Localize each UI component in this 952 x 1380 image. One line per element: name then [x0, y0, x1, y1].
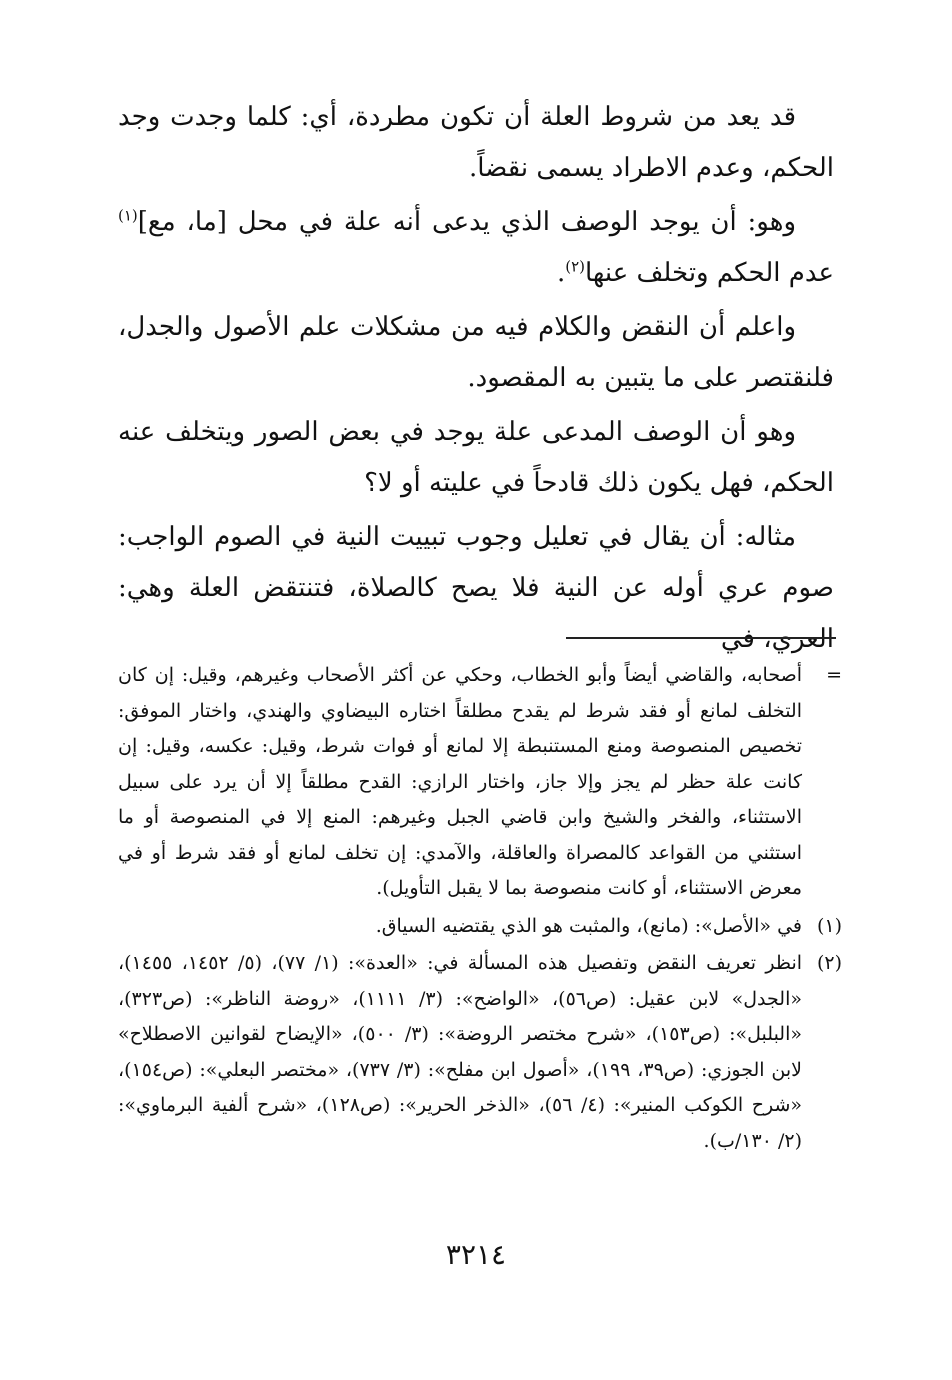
footnote-ref-2[interactable]: (٢): [565, 257, 585, 276]
footnote-1-text: في «الأصل»: (مانع)، والمثبت هو الذي يقتضيه السياق.: [375, 914, 802, 937]
paragraph-4: وهو أن الوصف المدعى علة يوجد في بعض الصور ويتخلف عنه الحكم، فهل يكون ذلك قادحاً في عليته أو لا؟: [118, 417, 834, 498]
paragraph-5: مثاله: أن يقال في تعليل وجوب تبييت النية في الصوم الواجب: صوم عري أوله عن النية فلا يصح كالصلاة، فتنتقض العلة وهي: العري، في: [118, 522, 834, 654]
footnote-2-mark: (٢): [816, 952, 842, 974]
paragraph-2-text-b: عدم الحكم وتخلف عنها: [584, 258, 834, 288]
main-text: [118, 92, 834, 668]
paragraph-3: واعلم أن النقض والكلام فيه من مشكلات علم الأصول والجدل، فلنقتصر على ما يتبين به المقصود.: [118, 312, 834, 393]
footnote-1: [118, 909, 842, 945]
page-number: ٣٢١٤: [445, 1238, 507, 1271]
footnote-separator: [566, 637, 836, 639]
paragraph-2-text-c: .: [556, 258, 566, 288]
footnote-1-mark: (١): [816, 914, 842, 937]
continuation-mark: =: [826, 664, 842, 686]
footnote-2-text: انظر تعريف النقض وتفصيل هذه المسألة في: «العدة»: (١/ ٧٧)، (٥/ ١٤٥٢، ١٤٥٥)، «الجدل» لابن عقيل: (ص٥٦)، «الواضح»: (٣/ ١١١١)، «روضة الناظر»: (ص٣٢٣)، «البلبل»: (ص١٥٣)، «شرح مختصر الروضة»: (٣/ ٥٠٠)، «الإيضاح لقوانين الاصطلاح» لابن الجوزي: (ص٣٩، ١٩٩)، «أصول ابن مفلح»: (٣/ ٧٣٧)، «مختصر البعلي»: (ص١٥٤)، «شرح الكوكب المنير»: (٤/ ٥٦)، «الذخر الحرير»: (ص١٢٨)، «شرح ألفية البرماوي»: (٢/ ١٣٠/ب).: [118, 952, 803, 1152]
paragraph-2-text-a: وهو: أن يوجد الوصف الذي يدعى أنه علة في محل [ما، مع]: [137, 207, 796, 237]
footnotes: [118, 658, 842, 1161]
footnote-continuation: [118, 658, 842, 907]
footnote-ref-1[interactable]: (١): [118, 206, 138, 225]
paragraph-2: [118, 197, 834, 299]
continuation-text: أصحابه، والقاضي أيضاً وأبو الخطاب، وحكي عن أكثر الأصحاب وغيرهم، وقيل: إن كان التخلف لمانع أو فقد شرط لم يقدح مطلقاً اختاره البيضاوي والهندي، واختار الموفق: تخصيص المنصوصة ومنع المستنبطة إلا لمانع أو فوات شرط، وقيل: عكسه، وقيل: إن كانت علة حظر لم يجز وإلا جاز، واختار الرازي: القدح مطلقاً إلا أن يرد على سبيل الاستثناء، والفخر والشيخ وابن قاضي الجبل وغيرهم: المنع إلا في المنصوصة أو ما استثني من القواعد كالمصراة والعاقلة، والآمدي: إن تخلف لمانع أو فقد شرط أو في معرض الاستثناء، أو كانت منصوصة بما لا يقبل التأويل).: [118, 664, 802, 899]
paragraph-1: قد يعد من شروط العلة أن تكون مطردة، أي: كلما وجدت وجد الحكم، وعدم الاطراد يسمى نقضاً.: [118, 102, 834, 183]
footnote-2: [118, 946, 842, 1159]
